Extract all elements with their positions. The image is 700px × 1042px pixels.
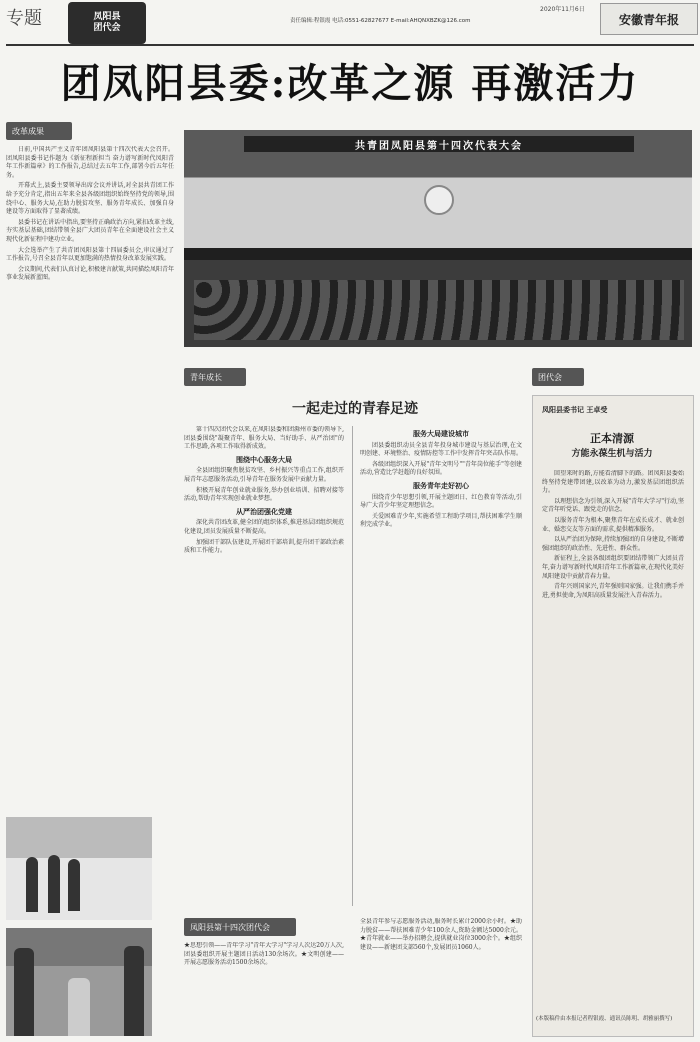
congress-banner: 共青团凤阳县第十四次代表大会: [244, 136, 634, 152]
stats-column-2: 全县青年参与志愿服务活动,服务时长累计2000余小时。★助力脱贫——帮扶困难青少年100余人,资助金额达5000余元。★青年就业——举办招聘会,提供就业岗位3000余个。★组织建设——新建团支部560个,发展团员1060人。: [360, 918, 522, 951]
section-heading: 服务大局建设城市: [413, 429, 469, 438]
badge-line1: 凤阳县: [93, 12, 121, 22]
congress-photo: [184, 130, 692, 347]
mid-section-tag: 青年成长: [184, 368, 246, 386]
commentary-title: 正本清源: [590, 432, 634, 445]
left-section-tag: 改革成果: [6, 122, 72, 140]
paragraph: 以理想信念为引领,深入开展"青年大学习"行动,坚定青年听党话、跟党走的信念。: [542, 497, 684, 514]
article-column-2: [360, 426, 522, 906]
paragraph: 回望来时的路,方能看清脚下的路。团凤阳县委始终坚持党建带团建,以改革为动力,激发基层团组织活力。: [542, 470, 684, 495]
person-figure: [124, 946, 144, 1036]
event-photo-award: [6, 928, 152, 1036]
performer-figure: [48, 855, 60, 913]
paragraph: 全县团组织聚焦脱贫攻坚、乡村振兴等重点工作,组织开展青年志愿服务活动,引导青年在服务发展中贡献力量。: [184, 467, 344, 483]
commentary-byline: 凤阳县委书记 王卓受: [542, 405, 608, 414]
right-section-tag: 团代会: [532, 368, 584, 386]
section-heading: 从严治团强化党建: [236, 506, 292, 516]
emblem-icon: [424, 185, 454, 215]
commentary-text: [542, 470, 684, 1010]
paragraph: 以服务青年为根本,聚焦青年在成长成才、就业创业、婚恋交友等方面的需求,提供精准服务。: [542, 516, 684, 533]
section-heading: 服务青年走好初心: [413, 480, 469, 490]
editor-meta: 责任编辑:程银霞 电话:0551-62827677 E-mail:AHQNXBZK@126.com: [290, 18, 471, 24]
article-headline: 一起走过的青春足迹: [292, 401, 418, 417]
paragraph: 围绕青少年思想引领,开展主题团日、红色教育等活动,引导广大青少年坚定理想信念。: [360, 493, 522, 510]
paragraph: 第十四次团代会以来,在凤阳县委和团滁州市委的领导下,团县委围绕"凝聚青年、服务大局、当好助手、从严治团"的工作思路,各项工作取得新成效。: [184, 426, 344, 451]
podium: [68, 978, 90, 1036]
person-figure: [14, 948, 34, 1036]
paragraph: 开幕式上,县委主要领导出席会议并讲话,对全县共青团工作给予充分肯定,指出五年来全县各级团组织始终坚持党的领导,围绕中心、服务大局,在助力脱贫攻坚、服务青年成长、加强自身建设等方面取得了显著成绩。: [6, 182, 174, 216]
paragraph: 青年兴则国家兴,青年强则国家强。让我们携手并进,勇担使命,为凤阳高质量发展注入青春活力。: [542, 583, 684, 599]
column-divider: [352, 426, 353, 906]
paragraph: 日前,中国共产主义青年团凤阳县第十四次代表大会召开。团凤阳县委书记作题为《新征程新担当 奋力谱写新时代凤阳青年工作新篇章》的工作报告,总结过去五年工作,部署今后五年任务。: [6, 146, 174, 179]
paragraph: 深化共青团改革,健全团的组织体系,推进基层团组织规范化建设,团员发展质量不断提高。: [184, 519, 344, 535]
performer-figure: [26, 857, 38, 912]
paragraph: 县委书记在讲话中指出,要坚持正确政治方向,紧扣改革主线,夯实基层基础,团结带领全县广大团员青年在全面建设社会主义现代化新征程中建功立业。: [6, 218, 174, 243]
stats-column-1: ★思想引领——青年学习"青年大学习"学习人次达20万人次,团县委组织开展主题团日活动130余场次。★文明创建——开展志愿服务活动1500余场次。: [184, 942, 344, 967]
paragraph: 积极开展青年创业就业服务,举办创业培训、招聘对接等活动,帮助青年实现创业就业梦想。: [184, 486, 344, 503]
newspaper-name: 安徽青年报: [600, 3, 698, 35]
paragraph: 大会选举产生了共青团凤阳县第十四届委员会,审议通过了工作报告,号召全县青年以更加饱满的热情投身改革发展实践。: [6, 246, 174, 263]
audience: [194, 280, 684, 340]
header-rule: [6, 44, 694, 46]
stage-table: [184, 248, 692, 260]
credit-line: (本版稿件由本报记者程银霞、通讯员陈明、胡雅丽撰写): [536, 1016, 673, 1022]
left-article: [6, 146, 174, 810]
section-badge: [68, 2, 146, 44]
commentary-subtitle: 方能永葆生机与活力: [571, 449, 653, 459]
section-heading: 围绕中心服务大局: [236, 454, 292, 464]
badge-line2: 团代会: [93, 23, 121, 33]
article-column-1: [184, 426, 344, 906]
section-label: 专题: [6, 8, 42, 29]
issue-date: 2020年11月6日: [540, 6, 585, 13]
paragraph: 加强团干部队伍建设,开展团干部培训,提升团干部政治素质和工作能力。: [184, 538, 344, 555]
performer-figure: [68, 859, 80, 911]
paragraph: 关爱困难青少年,实施希望工程助学项目,帮扶困难学生顺利完成学业。: [360, 512, 522, 529]
paragraph: 以从严治团为保障,持续加强团的自身建设,不断增强团组织的政治性、先进性、群众性。: [542, 536, 684, 552]
paragraph: 各级团组织深入开展"青年文明号""青年岗位能手"等创建活动,营造比学赶超的良好氛围。: [360, 460, 522, 477]
paragraph: 新征程上,全县各级团组织要团结带领广大团员青年,奋力谱写新时代凤阳青年工作新篇章,在现代化美好凤阳建设中贡献青春力量。: [542, 555, 684, 580]
page-headline: 团凤阳县委:改革之源 再激活力: [60, 60, 640, 107]
bottom-section-tag: 凤阳县第十四次团代会: [184, 918, 296, 936]
paragraph: 团县委组织动员全县青年投身城市建设与基层治理,在文明创建、环境整治、疫情防控等工作中发挥青年突击队作用。: [360, 441, 522, 458]
paragraph: 会议期间,代表们认真讨论,积极建言献策,共同描绘凤阳青年事业发展新蓝图。: [6, 265, 174, 282]
event-photo-performance: [6, 817, 152, 920]
